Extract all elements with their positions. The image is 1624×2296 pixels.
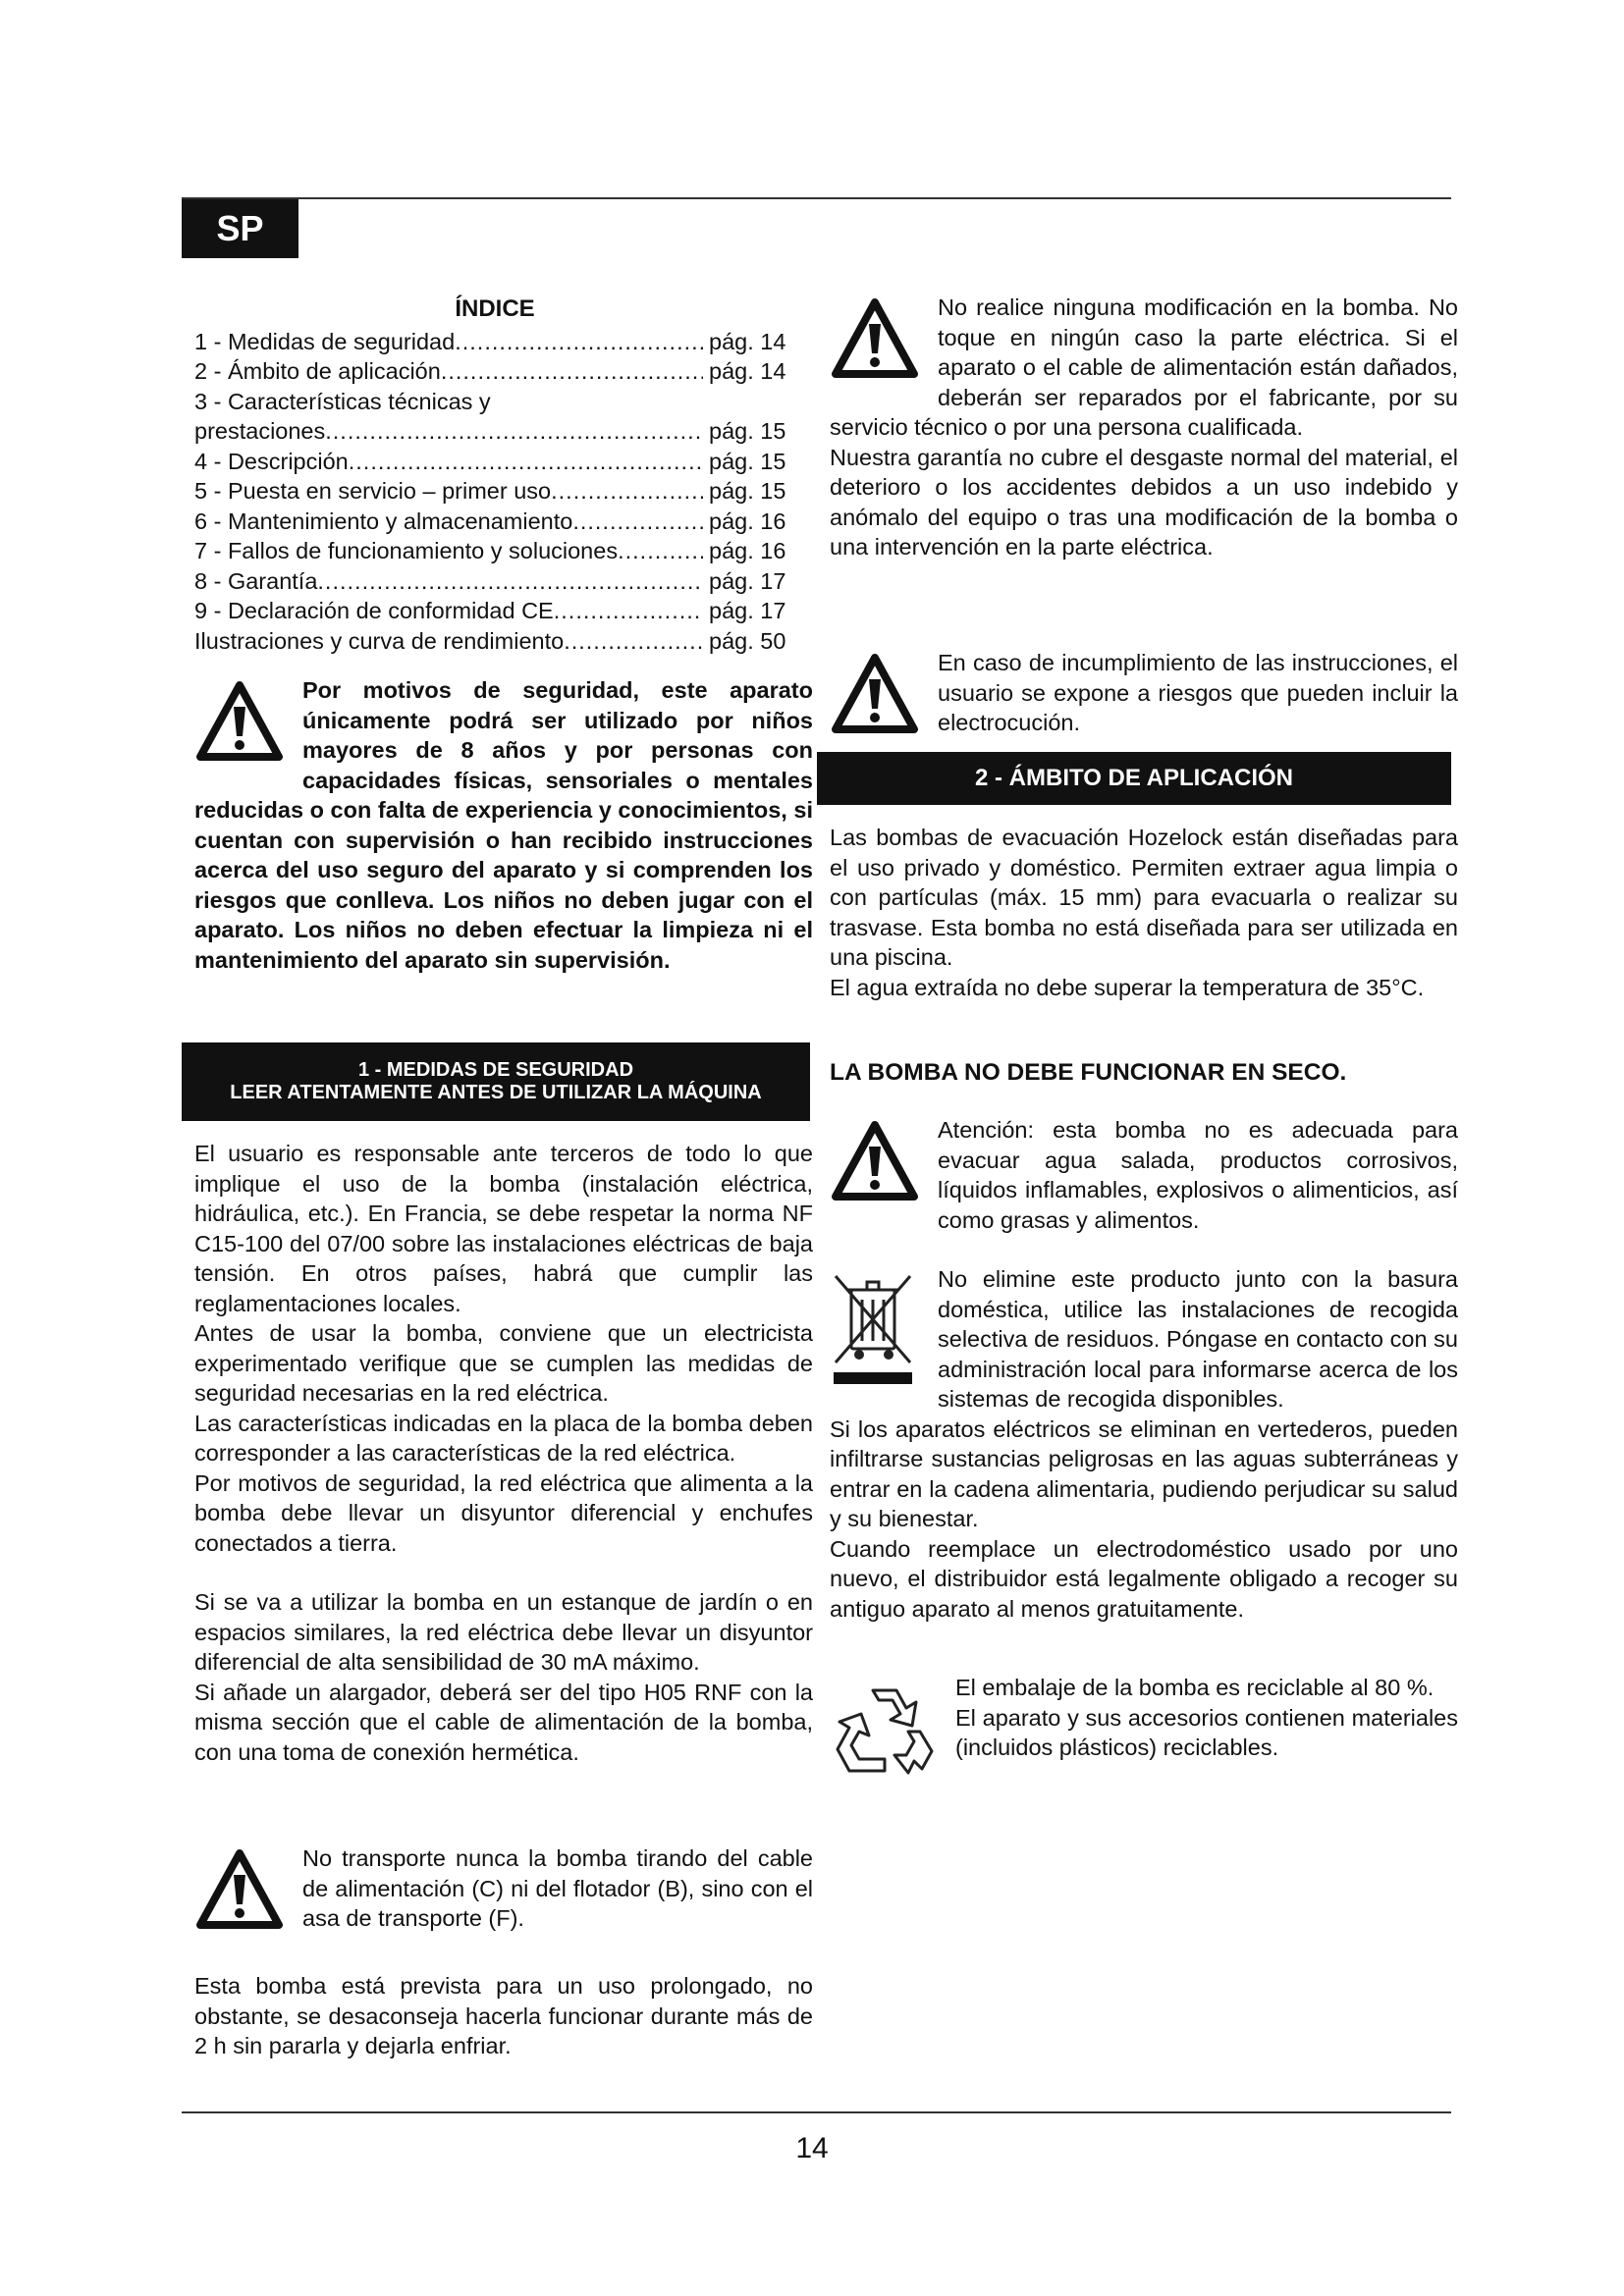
attention-warning-block: [830, 1115, 1458, 1235]
recycling-block: [830, 1673, 1458, 1783]
index-item[interactable]: 7 - Fallos de funcionamiento y soluciones ..... pág. 16: [194, 536, 795, 566]
index-item[interactable]: 6 - Mantenimiento y almacenamiento ..... pág. 16: [194, 507, 795, 537]
index-title: ÍNDICE: [455, 295, 535, 322]
section-1-body: [194, 1139, 813, 1767]
paragraph: Si los aparatos eléctricos se eliminan en vertederos, pueden infiltrarse sustancias peligrosas en las aguas subterráneas y entrar en la cadena alimentaria, pudiendo perjudicar su salud y su bienestar.: [830, 1415, 1458, 1531]
index-item[interactable]: Ilustraciones y curva de rendimiento ..... pág. 50: [194, 626, 795, 657]
index-section: [194, 294, 795, 656]
usage-duration-note: [194, 1971, 813, 2061]
transport-warning-block: [194, 1843, 813, 1935]
paragraph: Si se va a utilizar la bomba en un estanque de jardín o en espacios similares, la red eléctrica debe llevar un disyuntor diferencial de alta sensibilidad de 30 mA máximo.: [194, 1589, 813, 1675]
section-1-subtitle: LEER ATENTAMENTE ANTES DE UTILIZAR LA MÁQUINA: [230, 1082, 762, 1103]
modification-warning-block: [830, 293, 1458, 562]
paragraph: Las características indicadas en la placa de la bomba deben corresponder a las características de la red eléctrica.: [194, 1410, 813, 1466]
warning-triangle-icon: [194, 1847, 285, 1931]
paragraph: Si añade un alargador, deberá ser del tipo H05 RNF con la misma sección que el cable de alimentación de la bomba, con una toma de conexión hermética.: [194, 1679, 813, 1765]
warning-triangle-icon: [830, 1119, 920, 1202]
index-list: [194, 327, 795, 657]
warning-triangle-icon: [194, 679, 285, 763]
index-item[interactable]: 8 - Garantía ..... pág. 17: [194, 566, 795, 597]
paragraph: Antes de usar la bomba, conviene que un electricista experimentado verifique que se cumplen las medidas de seguridad necesarias en la red eléctrica.: [194, 1320, 813, 1406]
header-rule: [182, 197, 1451, 199]
paragraph: Esta bomba está prevista para un uso prolongado, no obstante, se desaconseja hacerla funcionar durante más de 2 h sin pararla y dejarla enfriar.: [194, 1973, 813, 2058]
warning-triangle-icon: [830, 652, 920, 735]
paragraph: Por motivos de seguridad, la red eléctrica que alimenta a la bomba debe llevar un disyuntor diferencial y enchufes conectados a tierra.: [194, 1469, 813, 1556]
index-item[interactable]: 5 - Puesta en servicio – primer uso ..... pág. 15: [194, 476, 795, 507]
instructions-warning-block: [830, 648, 1458, 739]
index-item[interactable]: prestaciones ..... pág. 15: [194, 416, 795, 447]
children-warning-text: Por motivos de seguridad, este aparato únicamente podrá ser utilizado por niños mayores de 8 años y por personas con capacidades físicas, sensoriales o mentales reducidas o con falta de experiencia y conocimientos, si cuentan con supervisión o han recibido instrucciones acerca del uso seguro del aparato y si comprenden los riesgos que conlleva. Los niños no deben jugar con el aparato. Los niños no deben efectuar la limpieza ni el mantenimiento del aparato sin supervisión.: [194, 677, 813, 973]
attention-warning-text: Atención: esta bomba no es adecuada para evacuar agua salada, productos corrosivos, líquidos inflamables, explosivos o alimenticios, así como grasas y alimentos.: [938, 1117, 1458, 1233]
instructions-warning-text: En caso de incumplimiento de las instrucciones, el usuario se expone a riesgos que pueden incluir la electrocución.: [938, 650, 1458, 735]
weee-text: No elimine este producto junto con la basura doméstica, utilice las instalaciones de recogida selectiva de residuos. Póngase en contacto con su administración local para informarse acerca de los sistemas de recogida disponibles.: [938, 1266, 1458, 1412]
section-1-header: [182, 1042, 810, 1121]
recycle-text-packaging: El embalaje de la bomba es reciclable al 80 %.: [955, 1675, 1435, 1700]
index-item[interactable]: 3 - Características técnicas y: [194, 388, 491, 414]
index-item[interactable]: 2 - Ámbito de aplicación ..... pág. 14: [194, 356, 795, 387]
warning-triangle-icon: [830, 296, 920, 380]
language-badge: SP: [182, 199, 298, 258]
section-2-body: [830, 823, 1458, 1002]
section-2-header: [817, 752, 1451, 805]
paragraph: El agua extraída no debe superar la temperatura de 35°C.: [830, 974, 1425, 1000]
weee-block: [830, 1264, 1458, 1624]
section-2-title: 2 - ÁMBITO DE APLICACIÓN: [974, 765, 1293, 791]
recycle-icon: [830, 1681, 940, 1779]
dry-run-heading: LA BOMBA NO DEBE FUNCIONAR EN SECO.: [830, 1059, 1347, 1086]
transport-warning-text: No transporte nunca la bomba tirando del cable de alimentación (C) ni del flotador (B), sino con el asa de transporte (F).: [302, 1845, 813, 1931]
modification-warning-text: No realice ninguna modificación en la bomba. No toque en ningún caso la parte eléctrica. Si el aparato o el cable de alimentación están dañados, deberán ser reparados por el fabricante, por su servicio técnico o por una persona cualificada.: [830, 294, 1458, 440]
guarantee-text: Nuestra garantía no cubre el desgaste normal del material, el deterioro o los accidentes debidos a un uso indebido y anómalo del equipo o tras una modificación de la bomba o una intervención en la parte eléctrica.: [830, 444, 1458, 560]
section-1-title: 1 - MEDIDAS DE SEGURIDAD: [357, 1059, 634, 1081]
paragraph: Cuando reemplace un electrodoméstico usado por uno nuevo, el distribuidor está legalmente obligado a recoger su antiguo aparato al menos gratuitamente.: [830, 1535, 1458, 1622]
footer-rule: [182, 2111, 1451, 2113]
page-number: 14: [795, 2132, 829, 2164]
index-item[interactable]: 4 - Descripción ..... pág. 15: [194, 447, 795, 477]
recycle-text-materials: El aparato y sus accesorios contienen materiales (incluidos plásticos) reciclables.: [955, 1704, 1458, 1760]
index-item[interactable]: 9 - Declaración de conformidad CE ..... pág. 17: [194, 596, 795, 626]
paragraph: Las bombas de evacuación Hozelock están diseñadas para el uso privado y doméstico. Permiten extraer agua limpia o con partículas (máx. 15 mm) para evacuarla o realizar su trasvase. Esta bomba no está diseñada para ser utilizada en una piscina.: [830, 825, 1458, 970]
crossed-bin-icon: [830, 1270, 916, 1386]
index-item[interactable]: 1 - Medidas de seguridad ..... pág. 14: [194, 327, 795, 357]
children-warning-block: [194, 675, 813, 975]
paragraph: El usuario es responsable ante terceros de todo lo que implique el uso de la bomba (instalación eléctrica, hidráulica, etc.). En Francia, se debe respetar la norma NF C15-100 del 07/00 sobre las instalaciones eléctricas de baja tensión. En otros países, habrá que cumplir las reglamentaciones locales.: [194, 1141, 813, 1316]
